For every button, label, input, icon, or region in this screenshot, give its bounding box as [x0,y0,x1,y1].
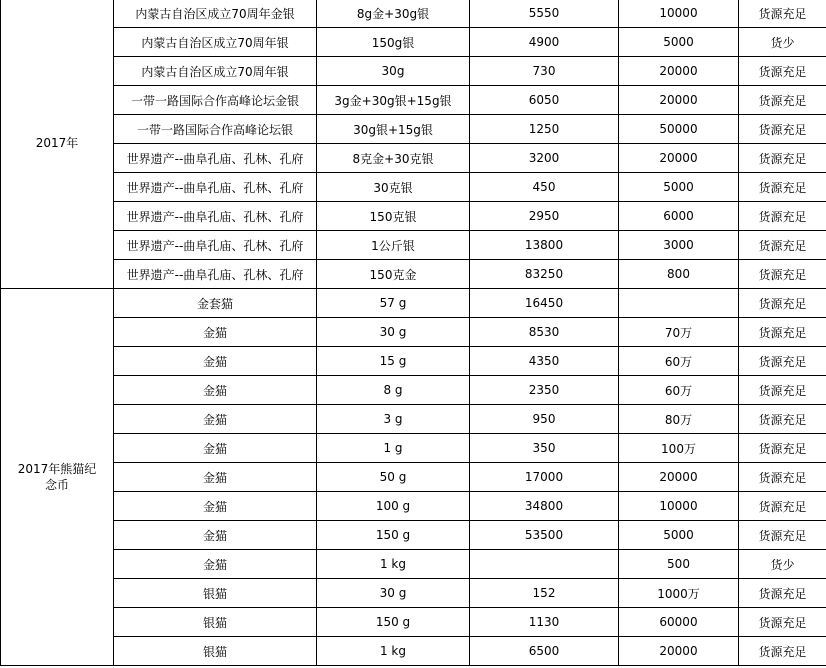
spec-cell: 8g金+30g银 [317,0,470,28]
stock-status-cell: 货源充足 [739,0,826,28]
mintage-cell: 60万 [619,347,739,376]
stock-status-cell: 货源充足 [739,173,826,202]
coin-name-cell: 金猫 [114,521,317,550]
coin-name-cell: 金猫 [114,347,317,376]
table-row [1,376,826,405]
coin-name-cell: 金猫 [114,318,317,347]
mintage-cell: 500 [619,550,739,579]
mintage-cell: 5000 [619,521,739,550]
stock-status-cell: 货源充足 [739,579,826,608]
stock-status-cell: 货源充足 [739,289,826,318]
coin-name-cell: 银猫 [114,608,317,637]
spec-cell: 150克银 [317,202,470,231]
mintage-cell: 20000 [619,144,739,173]
stock-status-cell: 货源充足 [739,434,826,463]
table-row [1,550,826,579]
table-row [1,463,826,492]
coin-name-cell: 世界遗产--曲阜孔庙、孔林、孔府 [114,202,317,231]
mintage-cell: 20000 [619,637,739,666]
price-cell: 6050 [470,86,619,115]
coin-name-cell: 金猫 [114,492,317,521]
stock-status-cell: 货源充足 [739,202,826,231]
mintage-cell: 60000 [619,608,739,637]
coin-name-cell: 一带一路国际合作高峰论坛金银 [114,86,317,115]
price-cell: 2950 [470,202,619,231]
spec-cell: 50 g [317,463,470,492]
table-row [1,637,826,666]
stock-status-cell: 货少 [739,28,826,57]
coin-name-cell: 世界遗产--曲阜孔庙、孔林、孔府 [114,144,317,173]
spec-cell: 3 g [317,405,470,434]
year-group-cell: 2017年熊猫纪念币 [1,289,114,666]
coin-name-cell: 世界遗产--曲阜孔庙、孔林、孔府 [114,173,317,202]
coin-name-cell: 金猫 [114,463,317,492]
table-row [1,202,826,231]
price-cell: 53500 [470,521,619,550]
price-cell: 5550 [470,0,619,28]
table-row [1,434,826,463]
spec-cell: 30 g [317,579,470,608]
stock-status-cell: 货源充足 [739,57,826,86]
price-cell: 730 [470,57,619,86]
stock-status-cell: 货源充足 [739,260,826,289]
price-cell: 83250 [470,260,619,289]
stock-status-cell: 货少 [739,550,826,579]
price-cell: 1250 [470,115,619,144]
spec-cell: 8 g [317,376,470,405]
spec-cell: 3g金+30g银+15g银 [317,86,470,115]
table-row [1,86,826,115]
price-cell: 2350 [470,376,619,405]
price-cell: 3200 [470,144,619,173]
spec-cell: 1 kg [317,550,470,579]
coin-name-cell: 世界遗产--曲阜孔庙、孔林、孔府 [114,231,317,260]
mintage-cell: 5000 [619,28,739,57]
stock-status-cell: 货源充足 [739,231,826,260]
mintage-cell: 70万 [619,318,739,347]
coin-name-cell: 内蒙古自治区成立70周年银 [114,28,317,57]
mintage-cell: 5000 [619,173,739,202]
table-body [1,0,826,666]
stock-status-cell: 货源充足 [739,115,826,144]
spec-cell: 30 g [317,318,470,347]
price-cell: 4900 [470,28,619,57]
price-cell: 16450 [470,289,619,318]
coin-name-cell: 金套猫 [114,289,317,318]
table-row [1,231,826,260]
table-row [1,405,826,434]
price-cell: 4350 [470,347,619,376]
mintage-cell: 60万 [619,376,739,405]
table-row [1,492,826,521]
spec-cell: 150 g [317,608,470,637]
table-row [1,0,826,28]
coin-name-cell: 一带一路国际合作高峰论坛银 [114,115,317,144]
stock-status-cell: 货源充足 [739,608,826,637]
table-row [1,260,826,289]
coin-name-cell: 金猫 [114,434,317,463]
price-cell: 1130 [470,608,619,637]
price-cell: 34800 [470,492,619,521]
coin-name-cell: 世界遗产--曲阜孔庙、孔林、孔府 [114,260,317,289]
spec-cell: 150 g [317,521,470,550]
mintage-cell: 10000 [619,0,739,28]
coin-name-cell: 银猫 [114,579,317,608]
price-cell: 152 [470,579,619,608]
table-row [1,579,826,608]
price-cell: 17000 [470,463,619,492]
coin-name-cell: 金猫 [114,550,317,579]
mintage-cell: 20000 [619,57,739,86]
mintage-cell: 6000 [619,202,739,231]
spec-cell: 1 kg [317,637,470,666]
spec-cell: 30g [317,57,470,86]
spec-cell: 30克银 [317,173,470,202]
price-cell: 13800 [470,231,619,260]
coin-name-cell: 金猫 [114,405,317,434]
stock-status-cell: 货源充足 [739,318,826,347]
price-cell: 350 [470,434,619,463]
spec-cell: 150克金 [317,260,470,289]
price-cell [470,550,619,579]
stock-status-cell: 货源充足 [739,637,826,666]
stock-status-cell: 货源充足 [739,376,826,405]
table-row [1,28,826,57]
spec-cell: 57 g [317,289,470,318]
coin-name-cell: 金猫 [114,376,317,405]
mintage-cell: 10000 [619,492,739,521]
mintage-cell: 100万 [619,434,739,463]
table-row [1,289,826,318]
table-row [1,57,826,86]
price-cell: 8530 [470,318,619,347]
mintage-cell: 800 [619,260,739,289]
price-cell: 6500 [470,637,619,666]
mintage-cell: 80万 [619,405,739,434]
mintage-cell: 3000 [619,231,739,260]
spec-cell: 8克金+30克银 [317,144,470,173]
mintage-cell: 20000 [619,86,739,115]
stock-status-cell: 货源充足 [739,144,826,173]
stock-status-cell: 货源充足 [739,405,826,434]
stock-status-cell: 货源充足 [739,521,826,550]
table-row [1,318,826,347]
stock-status-cell: 货源充足 [739,86,826,115]
coin-name-cell: 内蒙古自治区成立70周年金银 [114,0,317,28]
table-row [1,115,826,144]
price-cell: 450 [470,173,619,202]
price-cell: 950 [470,405,619,434]
stock-status-cell: 货源充足 [739,492,826,521]
stock-status-cell: 货源充足 [739,347,826,376]
mintage-cell: 1000万 [619,579,739,608]
spec-cell: 1 g [317,434,470,463]
spec-cell: 30g银+15g银 [317,115,470,144]
mintage-cell: 20000 [619,463,739,492]
spec-cell: 100 g [317,492,470,521]
spec-cell: 15 g [317,347,470,376]
table-row [1,173,826,202]
coin-name-cell: 银猫 [114,637,317,666]
mintage-cell [619,289,739,318]
stock-status-cell: 货源充足 [739,463,826,492]
year-group-cell: 2017年 [1,0,114,289]
table-row [1,144,826,173]
table-row [1,521,826,550]
coin-name-cell: 内蒙古自治区成立70周年银 [114,57,317,86]
spec-cell: 150g银 [317,28,470,57]
spec-cell: 1公斤银 [317,231,470,260]
table-row [1,608,826,637]
mintage-cell: 50000 [619,115,739,144]
table-row [1,347,826,376]
